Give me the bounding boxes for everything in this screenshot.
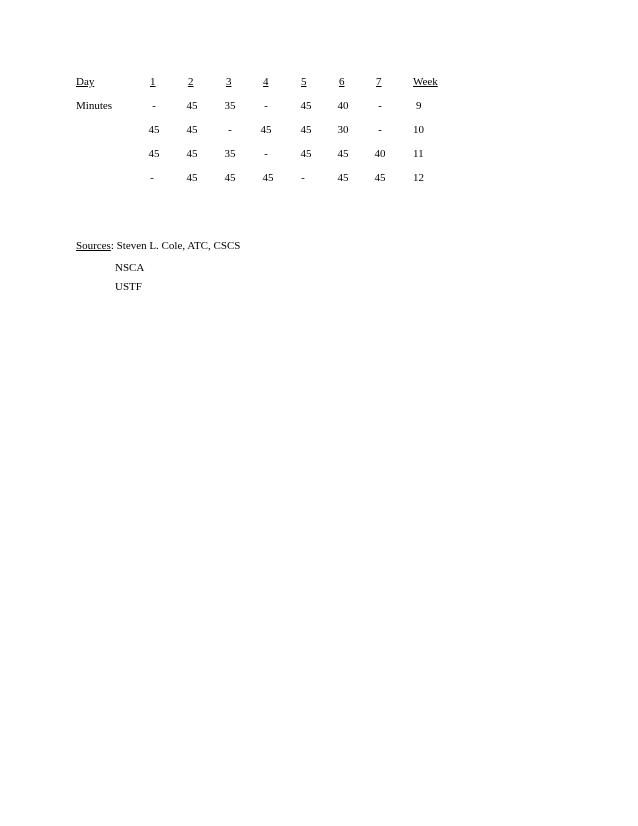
- table-cell: 40: [337, 100, 349, 112]
- source-item: USTF: [115, 281, 142, 293]
- day-7-header: 7: [376, 76, 382, 88]
- source-item: Steven L. Cole, ATC, CSCS: [116, 240, 241, 252]
- table-cell: 45: [148, 148, 160, 160]
- table-cell: 45: [186, 172, 198, 184]
- minutes-row-label: Minutes: [76, 100, 113, 112]
- table-cell: -: [378, 124, 382, 136]
- sources-label: Sources: [76, 240, 111, 252]
- table-cell: 30: [337, 124, 349, 136]
- table-cell: -: [152, 100, 156, 112]
- table-cell: 45: [300, 148, 312, 160]
- day-header: Day: [76, 76, 95, 88]
- day-2-header: 2: [188, 76, 194, 88]
- table-cell: 45: [262, 172, 274, 184]
- table-cell: 45: [186, 100, 198, 112]
- table-cell: 45: [148, 124, 160, 136]
- table-cell: -: [264, 148, 268, 160]
- day-4-header: 4: [263, 76, 269, 88]
- day-3-header: 3: [226, 76, 232, 88]
- week-header: Week: [413, 76, 438, 88]
- table-cell: 40: [374, 148, 386, 160]
- table-cell: -: [264, 100, 268, 112]
- table-cell: 45: [337, 172, 349, 184]
- week-number: 9: [416, 100, 422, 112]
- table-cell: 45: [300, 124, 312, 136]
- table-cell: 35: [224, 100, 236, 112]
- day-1-header: 1: [150, 76, 156, 88]
- table-cell: 45: [337, 148, 349, 160]
- table-cell: 45: [186, 124, 198, 136]
- sources-separator: :: [110, 240, 114, 252]
- table-cell: 45: [186, 148, 198, 160]
- table-cell: -: [228, 124, 232, 136]
- week-number: 10: [413, 124, 424, 136]
- week-number: 12: [413, 172, 424, 184]
- week-number: 11: [413, 148, 424, 160]
- day-5-header: 5: [301, 76, 307, 88]
- table-cell: 35: [224, 148, 236, 160]
- table-cell: 45: [260, 124, 272, 136]
- table-cell: 45: [224, 172, 236, 184]
- source-item: NSCA: [115, 262, 145, 274]
- table-cell: -: [301, 172, 305, 184]
- table-cell: 45: [374, 172, 386, 184]
- day-6-header: 6: [339, 76, 345, 88]
- table-cell: 45: [300, 100, 312, 112]
- table-cell: -: [378, 100, 382, 112]
- table-cell: -: [150, 172, 154, 184]
- sources-line: [76, 240, 240, 253]
